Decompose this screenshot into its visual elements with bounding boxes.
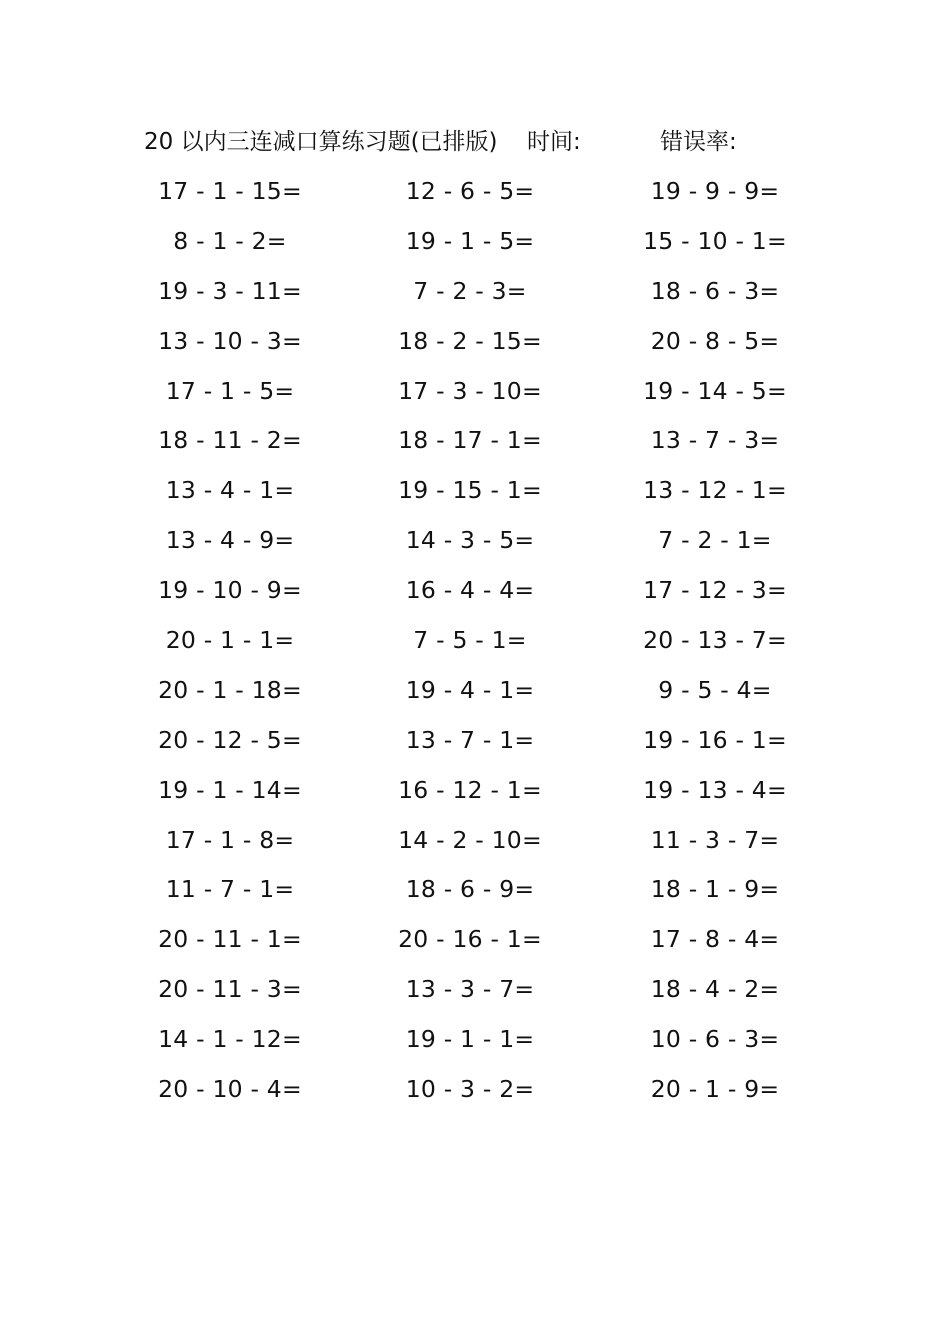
problem-cell: 15 - 10 - 1= bbox=[643, 226, 787, 255]
problem-cell: 20 - 1 - 1= bbox=[165, 626, 295, 655]
problem-cell: 7 - 2 - 3= bbox=[413, 276, 527, 305]
problem-cell: 13 - 3 - 7= bbox=[405, 975, 535, 1004]
problem-cell: 13 - 4 - 1= bbox=[165, 476, 295, 505]
problem-cell: 17 - 1 - 8= bbox=[165, 825, 295, 854]
problem-cell: 18 - 1 - 9= bbox=[650, 875, 780, 904]
problem-cell: 18 - 6 - 9= bbox=[405, 875, 535, 904]
error-rate-label: 错误率: bbox=[660, 129, 737, 155]
problem-cell: 20 - 8 - 5= bbox=[650, 326, 780, 355]
problem-cell: 13 - 10 - 3= bbox=[158, 326, 302, 355]
problem-cell: 18 - 11 - 2= bbox=[158, 426, 302, 455]
problem-cell: 19 - 10 - 9= bbox=[158, 576, 302, 605]
problem-cell: 20 - 12 - 5= bbox=[158, 725, 302, 754]
problem-cell: 19 - 1 - 1= bbox=[405, 1025, 535, 1054]
problem-grid bbox=[110, 172, 840, 1120]
problem-cell: 18 - 2 - 15= bbox=[398, 326, 542, 355]
problem-cell: 13 - 4 - 9= bbox=[165, 526, 295, 555]
problem-cell: 14 - 2 - 10= bbox=[398, 825, 542, 854]
problem-cell: 18 - 4 - 2= bbox=[650, 975, 780, 1004]
problem-cell: 13 - 7 - 3= bbox=[650, 426, 780, 455]
problem-cell: 12 - 6 - 5= bbox=[405, 177, 535, 205]
problem-cell: 16 - 4 - 4= bbox=[405, 576, 535, 605]
problem-cell: 18 - 6 - 3= bbox=[650, 276, 780, 305]
problem-cell: 14 - 1 - 12= bbox=[158, 1025, 302, 1054]
problem-cell: 13 - 12 - 1= bbox=[643, 476, 787, 505]
problem-cell: 20 - 11 - 1= bbox=[158, 925, 302, 954]
problem-cell: 18 - 17 - 1= bbox=[398, 426, 542, 455]
problem-cell: 10 - 3 - 2= bbox=[405, 1075, 535, 1104]
problem-cell: 17 - 1 - 5= bbox=[165, 376, 295, 405]
problem-cell: 20 - 13 - 7= bbox=[643, 626, 787, 655]
problem-cell: 11 - 7 - 1= bbox=[165, 875, 295, 904]
problem-cell: 20 - 1 - 9= bbox=[650, 1075, 780, 1104]
problem-cell: 13 - 7 - 1= bbox=[405, 725, 535, 754]
problem-cell: 19 - 4 - 1= bbox=[405, 675, 535, 704]
problem-cell: 20 - 11 - 3= bbox=[158, 975, 302, 1004]
problem-cell: 7 - 5 - 1= bbox=[413, 626, 527, 655]
problem-cell: 7 - 2 - 1= bbox=[658, 526, 772, 555]
problem-cell: 19 - 9 - 9= bbox=[650, 177, 780, 205]
problem-cell: 9 - 5 - 4= bbox=[658, 675, 772, 704]
problem-cell: 14 - 3 - 5= bbox=[405, 526, 535, 555]
problem-cell: 20 - 1 - 18= bbox=[158, 675, 302, 704]
problem-cell: 17 - 8 - 4= bbox=[650, 925, 780, 954]
problem-cell: 19 - 1 - 5= bbox=[405, 226, 535, 255]
problem-cell: 19 - 1 - 14= bbox=[158, 775, 302, 804]
problem-cell: 19 - 16 - 1= bbox=[643, 725, 787, 754]
problem-cell: 17 - 1 - 15= bbox=[158, 177, 302, 205]
problem-cell: 11 - 3 - 7= bbox=[650, 825, 780, 854]
problem-cell: 19 - 3 - 11= bbox=[158, 276, 302, 305]
problem-cell: 17 - 12 - 3= bbox=[643, 576, 787, 605]
problem-cell: 8 - 1 - 2= bbox=[173, 226, 287, 255]
problem-cell: 20 - 10 - 4= bbox=[158, 1075, 302, 1104]
problem-cell: 10 - 6 - 3= bbox=[650, 1025, 780, 1054]
problem-cell: 19 - 15 - 1= bbox=[398, 476, 542, 505]
problem-cell: 19 - 14 - 5= bbox=[643, 376, 787, 405]
problem-cell: 20 - 16 - 1= bbox=[398, 925, 542, 954]
problem-cell: 19 - 13 - 4= bbox=[643, 775, 787, 804]
time-label: 时间: bbox=[527, 129, 581, 155]
problem-cell: 17 - 3 - 10= bbox=[398, 376, 542, 405]
problem-cell: 16 - 12 - 1= bbox=[398, 775, 542, 804]
worksheet-header bbox=[0, 124, 950, 160]
worksheet-title: 20 以内三连减口算练习题(已排版) bbox=[144, 129, 498, 155]
